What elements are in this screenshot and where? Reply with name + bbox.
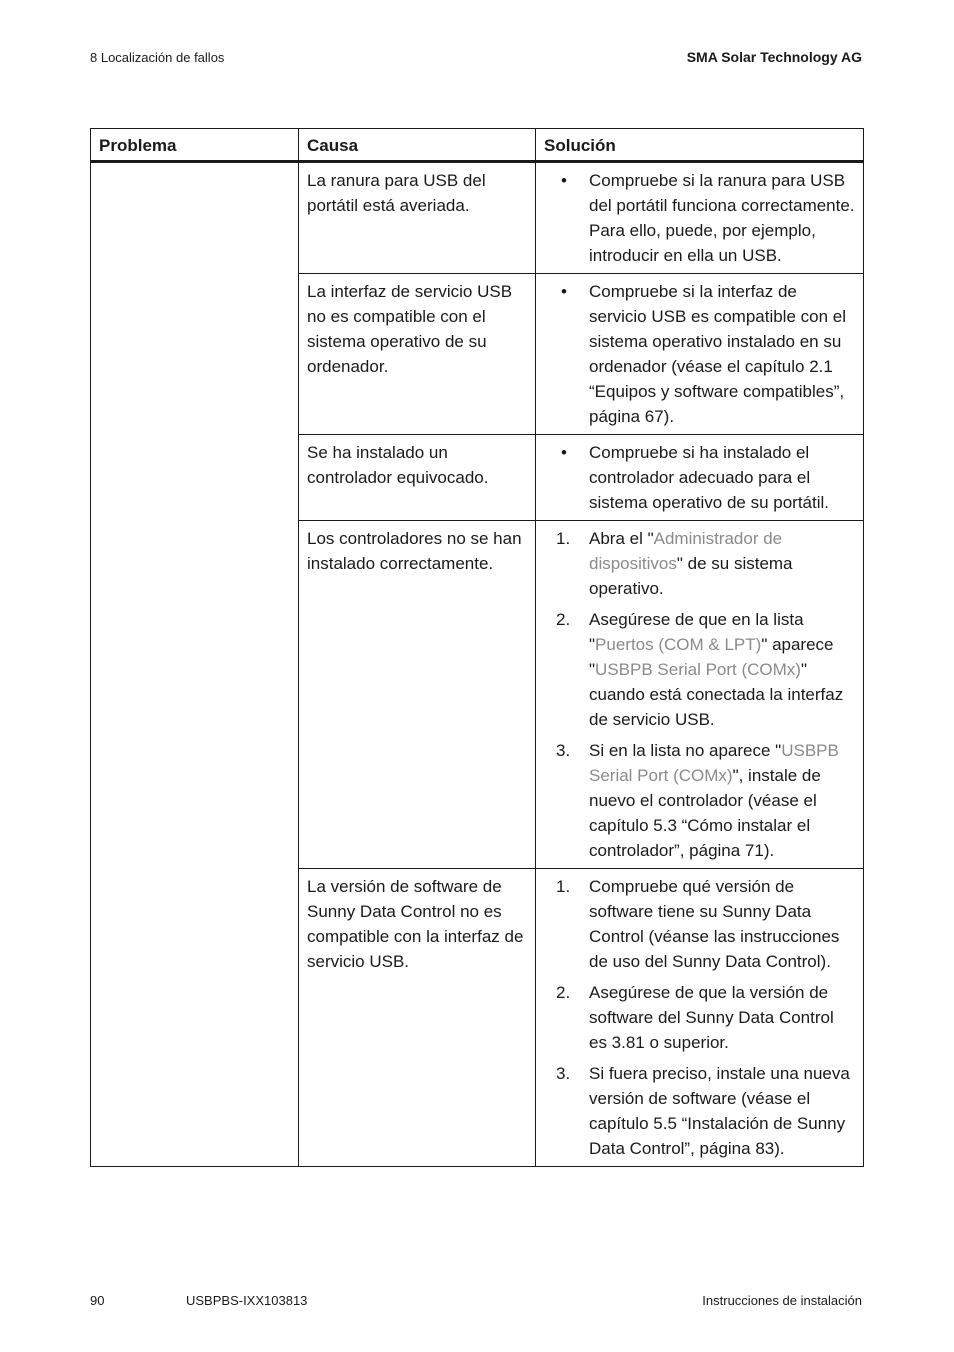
solution-item [544, 874, 855, 974]
column-header-solution: Solución [536, 129, 864, 162]
table-row [91, 162, 864, 274]
solution-text: Compruebe si ha instalado el controlador adecuado para el sistema operativo de su portátil. [589, 443, 830, 512]
document-code: USBPBS-IXX103813 [186, 1293, 308, 1308]
solution-bullets [544, 440, 855, 515]
running-header-company: SMA Solar Technology AG [686, 49, 862, 65]
ui-term: Puertos (COM & LPT) [595, 635, 762, 654]
ui-term: USBPB Serial Port (COMx) [589, 741, 839, 785]
solution-steps [544, 526, 855, 863]
solution-item [544, 440, 855, 515]
solution-text: Compruebe si la ranura para USB del portátil funciona correctamente. Para ello, puede, por ejemplo, introducir en ella un USB. [589, 171, 855, 265]
problem-cell [91, 162, 299, 1167]
solution-item [544, 607, 855, 732]
ui-term: USBPB Serial Port (COMx) [595, 660, 801, 679]
solution-text: Asegúrese de que en la lista " [589, 610, 804, 654]
solution-item [544, 526, 855, 601]
document-type: Instrucciones de instalación [702, 1293, 862, 1308]
solution-text: " aparece " [589, 635, 834, 679]
solution-text: Compruebe si la interfaz de servicio USB es compatible con el sistema operativo instalado en su ordenador (véase el capítulo 2.1 “Equipos y software compatibles”, página 67). [589, 282, 847, 426]
solution-text: Si fuera preciso, instale una nueva versión de software (véase el capítulo 5.5 “Instalación de Sunny Data Control”, página 83). [589, 1064, 850, 1158]
solution-cell [536, 521, 864, 869]
ui-term: Administrador de dispositivos [589, 529, 783, 573]
column-header-cause: Causa [299, 129, 536, 162]
bullet-marker: • [561, 171, 567, 190]
step-number: 1. [556, 877, 571, 896]
column-header-problem: Problema [91, 129, 299, 162]
solution-cell [536, 435, 864, 521]
solution-text: " de su sistema operativo. [589, 554, 793, 598]
solution-item [544, 1061, 855, 1161]
step-number: 1. [556, 529, 571, 548]
cause-cell: Se ha instalado un controlador equivocado. [299, 435, 536, 521]
cause-cell: Los controladores no se han instalado correctamente. [299, 521, 536, 869]
solution-text: ", instale de nuevo el controlador (véase el capítulo 5.3 “Cómo instalar el controlador”, página 71). [589, 766, 821, 860]
solution-cell [536, 869, 864, 1167]
table-body [91, 162, 864, 1167]
solution-text: Si en la lista no aparece " [589, 741, 782, 760]
bullet-marker: • [561, 282, 567, 301]
solution-text: " cuando está conectada la interfaz de servicio USB. [589, 660, 844, 729]
step-number: 2. [556, 983, 571, 1002]
solution-text: Compruebe qué versión de software tiene su Sunny Data Control (véanse las instrucciones de uso del Sunny Data Control). [589, 877, 840, 971]
step-number: 3. [556, 741, 571, 760]
solution-item [544, 279, 855, 429]
table-header-row [91, 129, 864, 162]
running-header-section: 8 Localización de fallos [90, 50, 225, 65]
cause-cell: La ranura para USB del portátil está averiada. [299, 162, 536, 274]
cause-cell: La versión de software de Sunny Data Control no es compatible con la interfaz de servicio USB. [299, 869, 536, 1167]
solution-item [544, 980, 855, 1055]
cause-cell: La interfaz de servicio USB no es compatible con el sistema operativo de su ordenador. [299, 274, 536, 435]
solution-item [544, 168, 855, 268]
solution-bullets [544, 279, 855, 429]
bullet-marker: • [561, 443, 567, 462]
solution-item [544, 738, 855, 863]
step-number: 3. [556, 1064, 571, 1083]
solution-text: Abra el " [589, 529, 654, 548]
solution-steps [544, 874, 855, 1161]
step-number: 2. [556, 610, 571, 629]
page-number: 90 [90, 1293, 105, 1308]
fault-table [90, 128, 864, 1167]
solution-cell [536, 162, 864, 274]
solution-bullets [544, 168, 855, 268]
solution-text: Asegúrese de que la versión de software del Sunny Data Control es 3.81 o superior. [589, 983, 834, 1052]
solution-cell [536, 274, 864, 435]
